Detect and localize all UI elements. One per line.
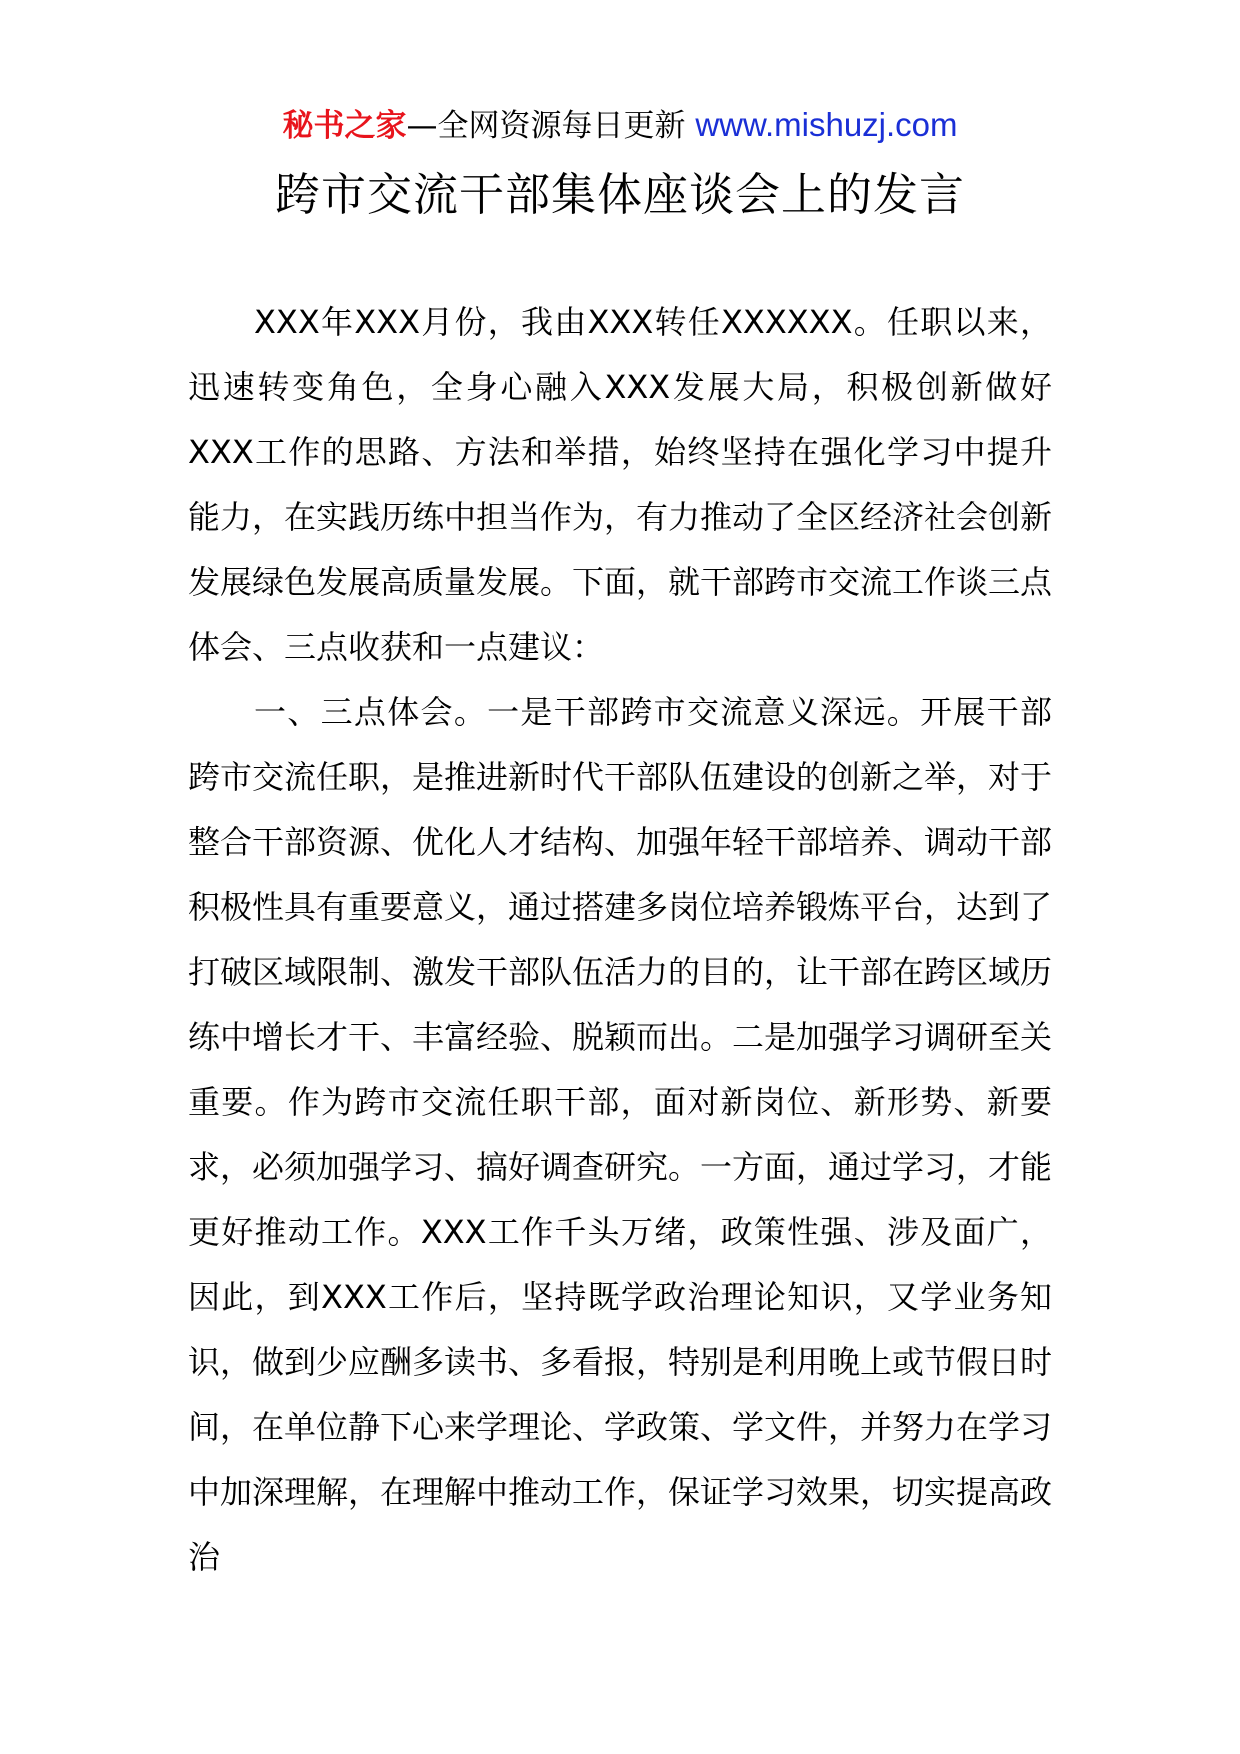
document-body: [188, 290, 1052, 1590]
site-brand: 秘书之家: [282, 108, 407, 144]
paragraph-intro: XXX年XXX月份，我由XXX转任XXXXXX。任职以来，迅速转变角色，全身心融入XXX发展大局，积极创新做好XXX工作的思路、方法和举措，始终坚持在强化学习中提升能力，在实践历练中担当作为，有力推动了全区经济社会创新发展绿色发展高质量发展。下面，就干部跨市交流工作谈三点体会、三点收获和一点建议：: [188, 303, 1053, 666]
site-url-link[interactable]: www.mishuzj.com: [695, 106, 958, 143]
document-title: 跨市交流干部集体座谈会上的发言: [274, 168, 965, 221]
paragraph-section-one: 一、三点体会。一是干部跨市交流意义深远。开展干部跨市交流任职，是推进新时代干部队伍建设的创新之举，对于整合干部资源、优化人才结构、加强年轻干部培养、调动干部积极性具有重要意义，通过搭建多岗位培养锻炼平台，达到了打破区域限制、激发干部队伍活力的目的，让干部在跨区域历练中增长才干、丰富经验、脱颖而出。二是加强学习调研至关重要。作为跨市交流任职干部，面对新岗位、新形势、新要求，必须加强学习、搞好调查研究。一方面，通过学习，才能更好推动工作。XXX工作千头万绪，政策性强、涉及面广，因此，到XXX工作后，坚持既学政治理论知识，又学业务知识，做到少应酬多读书、多看报，特别是利用晚上或节假日时间，在单位静下心来学理论、学政策、学文件，并努力在学习中加深理解，在理解中推动工作，保证学习效果，切实提高政治: [188, 693, 1053, 1576]
site-header: [0, 98, 1240, 153]
site-slogan: —全网资源每日更新: [406, 108, 696, 144]
